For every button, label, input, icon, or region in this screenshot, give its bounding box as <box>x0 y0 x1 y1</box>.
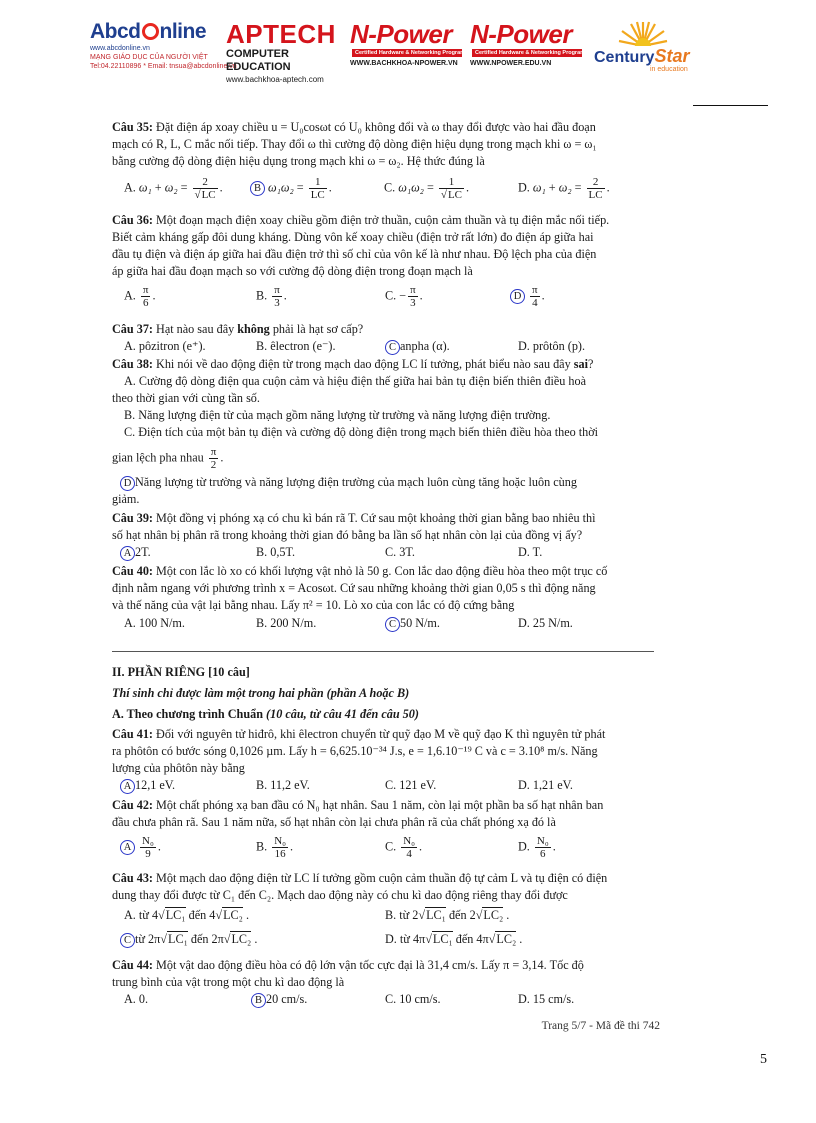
q36-line3: đầu tụ điện và điện áp giữa hai đầu điện trở thì số chỉ của vôn kế là như nhau. Độ lệch pha của điện <box>112 247 597 261</box>
q41-line2: ra phôtôn có bước sóng 0,1026 µm. Lấy h = 6,625.10⁻³⁴ J.s, e = 1,6.10⁻¹⁹ C và c = 3.10⁸ m/s. Năng <box>112 744 598 758</box>
q41-label: Câu 41: <box>112 727 153 741</box>
q35-line3: bằng cường độ dòng điện hiệu dụng trong mạch khi ω = ω₂. Hệ thức đúng là <box>112 154 485 168</box>
q44-option-d: D. 15 cm/s. <box>518 992 575 1006</box>
q43-text1: Một mạch dao động điện từ LC lí tưởng gồm cuộn cảm thuần độ tự cảm L và tụ điện có điện <box>152 871 608 885</box>
fraction <box>439 176 464 201</box>
part-a-range: (10 câu, từ câu 41 đến câu 50) <box>266 707 419 721</box>
numerator: π <box>532 284 538 296</box>
option-text: B. từ <box>385 908 410 922</box>
q36-option-c: C. − $\frac{\pi}{3}$ . <box>385 284 423 309</box>
math-symbol: ω₁ <box>268 180 281 195</box>
q38-option-a-line1: A. Cường độ dòng điện qua cuộn cảm và hiệu điện thế giữa hai bản tụ điện biến thiên điều hoà <box>124 374 587 388</box>
century-brand-star: Star <box>654 46 690 66</box>
q36-label: Câu 36: <box>112 213 153 227</box>
npower-logo-2 <box>470 20 588 78</box>
npower2-brand: N-Power <box>470 19 572 49</box>
denominator: 3 <box>274 297 280 309</box>
option-letter: C. <box>385 288 397 303</box>
q38-option-d-line1 <box>120 474 577 491</box>
q44-option-c: C. 10 cm/s. <box>385 992 441 1006</box>
q43-line1 <box>112 870 660 886</box>
q36-line1 <box>112 212 660 228</box>
q41-text1: Đối với nguyên tử hiđrô, khi êlectron chuyển từ quỹ đạo M về quỹ đạo K thì nguyên tử phát <box>152 727 606 741</box>
q37-option-d: D. prôtôn (p). <box>518 339 586 353</box>
q35-line2: mạch có R, L, C mắc nối tiếp. Thay đổi ω thì cường độ dòng điện hiệu dụng trong mạch khi ω = ω₁ <box>112 137 597 151</box>
section-title: II. PHẦN RIÊNG [10 câu] <box>112 665 250 679</box>
math-symbol: 2π <box>211 932 224 946</box>
selected-answer-circle: A <box>120 840 135 855</box>
option-text: 50 N/m. <box>400 616 440 630</box>
option-letter: B. <box>256 288 268 303</box>
q37-label: Câu 37: <box>112 322 153 336</box>
q42-option-d: D. $\frac{\text{N₀}}{6}$ . <box>518 835 556 860</box>
fraction <box>401 835 417 860</box>
selected-answer-circle: B <box>251 993 266 1008</box>
numerator: N₀ <box>536 835 549 847</box>
aptech-logo <box>226 19 348 84</box>
q39-option-d: D. T. <box>518 545 543 559</box>
radicand: LC₁ <box>426 908 446 922</box>
q44-label: Câu 44: <box>112 958 153 972</box>
selected-answer-circle: A <box>120 779 135 794</box>
fraction <box>193 176 218 201</box>
q40-text1: Một con lắc lò xo có khối lượng vật nhỏ là 50 g. Con lắc dao động điều hòa theo một trục cố <box>152 564 608 578</box>
selected-answer-circle: A <box>120 546 135 561</box>
q40-label: Câu 40: <box>112 564 153 578</box>
q42-option-c: C. $\frac{\text{N₀}}{4}$ . <box>385 835 423 860</box>
q40-line1 <box>112 563 660 579</box>
math-symbol: ω₂ <box>280 180 294 195</box>
npower1-tag-bar <box>352 49 469 57</box>
q39-option-b: B. 0,5T. <box>256 545 296 559</box>
q42-line2: đầu chưa phân rã. Sau 1 năm nữa, số hạt nhân còn lại chưa phân rã của chất phóng xạ đó là <box>112 815 556 829</box>
q38-option-a-line2: theo thời gian với cùng tần số. <box>112 391 260 405</box>
fraction <box>141 284 151 309</box>
q36-line2: Biết cảm kháng gấp đôi dung kháng. Dùng vôn kế xoay chiều (điện trở rất lớn) đo điện áp giữa hai <box>112 230 594 244</box>
denominator: √LC <box>440 189 462 201</box>
century-tag: in education <box>650 66 688 73</box>
q43-option-d: D. từ 4π√LC₁ đến 4π√LC₂ . <box>385 932 523 946</box>
q38-option-c-line1: C. Điện tích của một bản tụ điện và cường độ dòng điện trong mạch biến thiên điều hòa theo thời <box>124 425 599 439</box>
option-text: 2T. <box>135 545 151 559</box>
math-symbol: − <box>399 288 407 303</box>
q40-option-b: B. 200 N/m. <box>256 616 317 630</box>
option-text: đến <box>455 932 474 946</box>
section-divider <box>112 651 654 652</box>
q37-option-b: B. êlectron (e⁻). <box>256 339 336 353</box>
q42-text1: Một chất phóng xạ ban đầu có N₀ hạt nhân. Sau 1 năm, còn lại một phần ba số hạt nhân ban <box>152 798 604 812</box>
denominator: 3 <box>410 297 416 309</box>
q40-line3: và thế năng của vật lại bằng nhau. Lấy π² = 10. Lò xo của con lắc có độ cứng bằng <box>112 598 515 612</box>
q44-option-a: A. 0. <box>124 992 149 1006</box>
option-text: từ <box>135 932 145 946</box>
q37-option-a: A. pôzitron (e⁺). <box>124 339 206 353</box>
page-number: 5 <box>760 1052 767 1067</box>
npower2-url: WWW.NPOWER.EDU.VN <box>470 60 552 67</box>
radicand: LC <box>201 189 216 201</box>
option-text: anpha (α). <box>400 339 450 353</box>
selected-answer-circle: C <box>385 617 400 632</box>
denominator: 6 <box>540 848 546 860</box>
math-symbol: 2 <box>469 908 476 922</box>
option-text: Năng lượng từ trường và năng lượng điện trường của mạch luôn cùng tăng hoặc luôn cùng <box>135 475 577 489</box>
npower1-brand: N-Power <box>350 19 452 49</box>
npower2-tag-bar <box>472 49 589 57</box>
numerator: π <box>410 284 416 296</box>
numerator: 2 <box>587 176 605 189</box>
option-text: 20 cm/s. <box>266 992 308 1006</box>
numerator: N₀ <box>142 835 154 847</box>
npower2-tag: Certified Hardware & Networking Programs <box>475 50 589 56</box>
option-text: D. từ <box>385 932 410 946</box>
math-symbol: ω₁ <box>398 180 412 195</box>
numerator: 1 <box>309 176 327 189</box>
option-text: đến <box>188 908 207 922</box>
option-letter: D. <box>518 839 530 854</box>
denominator: 6 <box>142 297 149 309</box>
math-symbol: ω₂ <box>411 180 424 195</box>
math-symbol: ω₂ <box>558 180 572 195</box>
q43-label: Câu 43: <box>112 871 153 885</box>
q42-option-a: A $\frac{\text{N₀}}{9}$ . <box>120 835 161 860</box>
q44-option-b <box>251 991 307 1008</box>
q41-option-a <box>120 777 175 794</box>
q35-text1: Đặt điện áp xoay chiều u = U₀cosωt có U₀ không đổi và ω thay đổi được vào hai đầu đoạn <box>152 120 596 134</box>
q40-option-a: A. 100 N/m. <box>124 616 185 630</box>
math-symbol: 4π <box>412 932 426 946</box>
math-symbol: ω₂ <box>164 180 178 195</box>
option-text: 12,1 eV. <box>135 778 176 792</box>
denominator: LC <box>310 189 325 201</box>
denominator: 16 <box>274 848 286 860</box>
option-letter: A. <box>124 180 136 195</box>
q37-text: Hạt nào sau đây <box>152 322 238 336</box>
q35-option-d: D. ω₁ + ω₂ = $\frac{2}{LC}$ . <box>518 176 610 201</box>
numerator: 2 <box>193 176 218 189</box>
numerator: π <box>274 284 280 296</box>
numerator: N₀ <box>403 835 416 847</box>
math-symbol: + <box>545 180 559 195</box>
radicand: LC₂ <box>231 932 252 946</box>
q38-question <box>112 356 660 372</box>
q41-option-b: B. 11,2 eV. <box>256 778 310 792</box>
abcd-brand-suffix: nline <box>159 20 207 43</box>
q35-option-a: A. ω₁ + ω₂ = $\frac{2}{√LC}$ . <box>124 176 223 201</box>
q38-text: Khi nói về dao động điện từ trong mạch dao động LC lí tưởng, phát biểu nào sau đây <box>152 357 574 371</box>
q37-text-end: phải là hạt sơ cấp? <box>269 322 364 336</box>
q36-option-b: B. $\frac{\pi}{3}$ . <box>256 284 287 309</box>
math-symbol: 4 <box>151 908 159 922</box>
q37-emphasis: không <box>237 322 270 336</box>
q38-label: Câu 38: <box>112 357 153 371</box>
numerator: 1 <box>439 176 464 189</box>
fraction <box>209 446 219 471</box>
q38-option-c-line2: gian lệch pha nhau $\frac{\pi}{2}$ . <box>112 446 224 471</box>
selected-answer-circle: C <box>120 933 135 948</box>
q35-label: Câu 35: <box>112 120 153 134</box>
q39-label: Câu 39: <box>112 511 153 525</box>
math-symbol: = <box>177 180 191 195</box>
npower-logo-1 <box>350 20 468 78</box>
q43-option-b: B. từ 2√LC₁ đến 2√LC₂ . <box>385 908 510 922</box>
q37-question <box>112 321 660 337</box>
math-symbol: = <box>293 180 307 195</box>
option-text: gian lệch pha nhau <box>112 450 204 465</box>
abcd-brand: Abcd <box>90 20 141 43</box>
radicand: LC₁ <box>168 932 188 946</box>
century-brand: Century <box>594 49 655 66</box>
math-symbol: = <box>571 180 585 195</box>
q36-line4: áp giữa hai đầu đoạn mạch so với cường độ dòng điện trong đoạn mạch là <box>112 264 473 278</box>
part-a-label: A. Theo chương trình Chuẩn <box>112 707 267 721</box>
math-symbol: 4 <box>209 908 216 922</box>
fraction <box>530 284 540 309</box>
math-symbol: 4π <box>476 932 489 946</box>
q36-option-a: A. $\frac{\pi}{6}$ . <box>124 284 156 309</box>
q41-line3: lượng của phôtôn này bằng <box>112 761 245 775</box>
q35-option-b: B ω₁ω₂ = $\frac{1}{LC}$ . <box>250 176 332 201</box>
q42-line1 <box>112 797 660 813</box>
q40-option-c <box>385 615 440 632</box>
denominator: √LC <box>194 189 216 201</box>
npower1-url: WWW.BACHKHOA-NPOWER.VN <box>350 60 458 67</box>
math-symbol: + <box>151 180 165 195</box>
header-rule <box>693 105 768 106</box>
option-text: A. từ <box>124 908 149 922</box>
fraction <box>309 176 327 201</box>
fraction <box>535 835 551 860</box>
q43-option-a: A. từ 4√LC₁ đến 4√LC₂ . <box>124 908 249 922</box>
aptech-url: www.bachkhoa-aptech.com <box>226 75 324 84</box>
denominator: 2 <box>210 459 217 471</box>
q44-line1 <box>112 957 660 973</box>
option-letter: C. <box>384 180 396 195</box>
q38-text-end: ? <box>587 357 594 371</box>
page-footer: Trang 5/7 - Mã đề thi 742 <box>541 1020 660 1032</box>
radicand: LC₂ <box>483 908 504 922</box>
fraction <box>272 835 288 860</box>
abcd-tagline: MẠNG GIÁO DỤC CỦA NGƯỜI VIỆT <box>90 54 208 61</box>
q38-emphasis: sai <box>573 357 588 371</box>
q35-option-c: C. ω₁ω₂ = $\frac{1}{√LC}$ . <box>384 176 470 201</box>
q42-label: Câu 42: <box>112 798 153 812</box>
q39-text1: Một đồng vị phóng xạ có chu kì bán rã T. Cứ sau một khoảng thời gian bằng bao nhiêu thì <box>152 511 596 525</box>
numerator: π <box>210 446 217 458</box>
radicand: LC₂ <box>223 908 243 922</box>
math-symbol: = <box>423 180 437 195</box>
numerator: N₀ <box>274 835 287 847</box>
fraction <box>272 284 282 309</box>
option-text: đến <box>448 908 467 922</box>
q39-line2: số hạt nhân bị phân rã trong khoảng thời gian đó bằng ba lần số hạt nhân còn lại của đồng vị ấy? <box>112 528 583 542</box>
q40-line2: định nằm ngang với phương trình x = Acosωt. Cứ sau những khoảng thời gian 0,05 s thì động năng <box>112 581 596 595</box>
q37-option-c <box>385 338 450 355</box>
radicand: LC <box>447 189 462 201</box>
npower1-tag: Certified Hardware & Networking Programs <box>355 50 469 56</box>
q41-option-c: C. 121 eV. <box>385 778 437 792</box>
selected-answer-circle: D <box>120 476 135 491</box>
option-letter: C. <box>385 839 397 854</box>
q38-option-b: B. Năng lượng điện từ của mạch gồm năng lượng từ trường và năng lượng điện trường. <box>124 408 551 422</box>
denominator: 9 <box>145 848 151 860</box>
q36-option-d: D $\frac{\pi}{4}$ . <box>510 284 545 309</box>
option-letter: B. <box>256 839 268 854</box>
selected-answer-circle: C <box>385 340 400 355</box>
radicand: LC₁ <box>432 932 453 946</box>
numerator: π <box>142 284 149 296</box>
fraction <box>587 176 605 201</box>
selected-answer-circle: D <box>510 289 525 304</box>
math-symbol: 2 <box>412 908 419 922</box>
math-symbol: ω₁ <box>138 180 152 195</box>
q42-option-b: B. $\frac{\text{N₀}}{16}$ . <box>256 835 294 860</box>
option-letter: D. <box>518 180 530 195</box>
q41-option-d: D. 1,21 eV. <box>518 778 573 792</box>
abcdonline-logo <box>90 20 237 78</box>
section-note: Thí sinh chỉ được làm một trong hai phần (phần A hoặc B) <box>112 686 410 700</box>
q39-option-c: C. 3T. <box>385 545 415 559</box>
math-symbol: 2π <box>148 932 161 946</box>
centurystar-logo <box>594 20 694 78</box>
option-text: đến <box>190 932 209 946</box>
q43-option-c: C từ 2π√LC₁ đến 2π√LC₂ . <box>120 931 257 948</box>
radicand: LC₂ <box>496 932 517 946</box>
math-symbol: ω₁ <box>532 180 546 195</box>
globe-icon <box>142 23 159 40</box>
option-letter: A. <box>124 288 136 303</box>
selected-answer-circle: B <box>250 181 265 196</box>
fraction <box>408 284 418 309</box>
q44-line2: trung bình của vật trong một chu kì dao động là <box>112 975 345 989</box>
abcd-contact: Tel:04.22110896 * Email: tnsua@abcdonline.vn <box>90 63 237 70</box>
denominator: 4 <box>406 848 412 860</box>
q35-line1 <box>112 119 660 135</box>
fraction <box>140 835 156 860</box>
sun-icon <box>618 20 668 46</box>
q44-text1: Một vật dao động điều hòa có độ lớn vận tốc cực đại là 31,4 cm/s. Lấy π = 3,14. Tốc độ <box>152 958 584 972</box>
denominator: 4 <box>532 297 538 309</box>
q43-line2: dung thay đổi được từ C₁ đến C₂. Mạch dao động này có chu kì dao động riêng thay đổi được <box>112 888 568 902</box>
q41-line1 <box>112 726 660 742</box>
aptech-brand: APTECH <box>226 19 336 49</box>
q40-option-d: D. 25 N/m. <box>518 616 573 630</box>
q36-text1: Một đoạn mạch điện xoay chiều gồm điện trở thuần, cuộn cảm thuần và tụ điện mắc nối tiếp. <box>152 213 610 227</box>
aptech-sub: COMPUTER EDUCATION <box>226 48 291 73</box>
radicand: LC₁ <box>165 908 186 922</box>
q38-option-d-line2: giảm. <box>112 492 140 506</box>
denominator: LC <box>588 189 603 201</box>
q39-option-a <box>120 544 151 561</box>
abcd-url: www.abcdonline.vn <box>90 45 150 52</box>
part-a-title <box>112 706 660 722</box>
q39-line1 <box>112 510 660 526</box>
